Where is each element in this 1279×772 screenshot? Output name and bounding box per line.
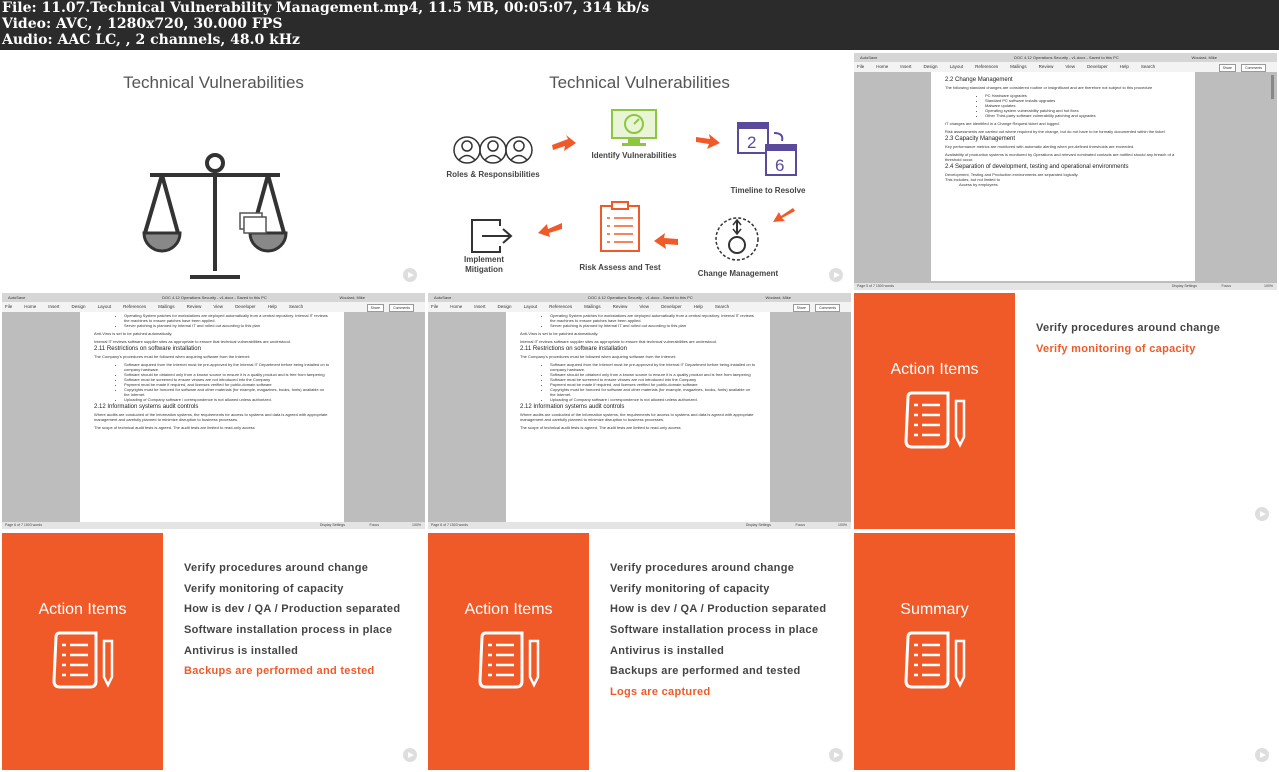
- action-item-current: Verify monitoring of capacity: [1036, 342, 1196, 355]
- user-name: Woolard, Mike: [765, 295, 791, 300]
- thumbnail-3[interactable]: [854, 53, 1277, 290]
- thumbnail-9[interactable]: [854, 533, 1277, 770]
- list-item: • Operating system vulnerability patching and hot fixes: [985, 108, 1181, 113]
- heading: 2.11 Restrictions on software installation: [94, 346, 201, 352]
- action-item: Software installation process in place: [184, 624, 393, 637]
- zoom-level[interactable]: 100%: [1264, 284, 1273, 288]
- tab-file[interactable]: File: [431, 304, 439, 309]
- focus-mode[interactable]: Focus: [1221, 284, 1231, 288]
- thumbnail-1[interactable]: [2, 53, 425, 290]
- paragraph: Development, Testing and Production environments are separated logically.: [945, 172, 1079, 177]
- action-item: How is dev / QA / Production separated: [184, 603, 401, 616]
- video-info-line: Video: AVC, , 1280x720, 30.000 FPS: [2, 16, 283, 32]
- paragraph: Key performance metrics are monitored with automatic alerting when pre-defined thresholds are exceeded.: [945, 144, 1135, 149]
- calendar-icon: [736, 121, 800, 179]
- checklist-pen-icon: [476, 631, 544, 691]
- display-settings[interactable]: Display Settings: [745, 523, 771, 527]
- people-icon: [453, 133, 533, 169]
- paragraph: This includes, but not limited to: [945, 177, 1000, 182]
- list-item: • Copyrights must be honored for software and other materials (for example, magazines, books, fonts) available on the Internet.: [550, 387, 756, 397]
- comments-button[interactable]: Comments: [389, 304, 414, 312]
- action-panel: [854, 293, 1015, 529]
- action-item: Verify monitoring of capacity: [184, 582, 344, 595]
- page-count: Page 6 of 7 1503 words: [431, 523, 468, 527]
- exit-icon: [470, 218, 514, 254]
- checklist-pen-icon: [902, 391, 970, 451]
- tab-insert[interactable]: Insert: [48, 304, 60, 309]
- tab-help[interactable]: Help: [1119, 64, 1129, 69]
- list-item: • Uploading of Company software / correspondence is not allowed unless authorized.: [550, 397, 756, 402]
- search-box[interactable]: Search: [714, 304, 730, 309]
- action-item-current: Logs are captured: [610, 686, 711, 699]
- list-item: • Server patching is planned by Internal IT and rolled out according to this plan: [550, 323, 756, 328]
- list-item: • Operating System patches for workstations are deployed automatically from a central repository. Internal IT reviews the machines to ensure patches have been applied.: [124, 313, 330, 323]
- list-item: • Standard PC software installs upgrades: [985, 98, 1181, 103]
- thumbnail-8[interactable]: [428, 533, 851, 770]
- play-icon[interactable]: [1255, 748, 1269, 762]
- list-item: • Payment must be made if required, and licenses verified for public-domain software: [124, 382, 330, 387]
- search-box[interactable]: Search: [1140, 64, 1156, 69]
- calendar-num-2: 6: [775, 156, 785, 175]
- action-item: Software installation process in place: [610, 624, 819, 637]
- doc-title: DOC 4.12 Operations Security - v1.docx - Saved to this PC: [162, 295, 267, 300]
- zoom-level[interactable]: 100%: [412, 523, 421, 527]
- word-statusbar: [2, 522, 425, 529]
- tab-developer[interactable]: Developer: [661, 304, 682, 309]
- tab-file[interactable]: File: [5, 304, 13, 309]
- doc-title: DOC 4.12 Operations Security - v1.docx - Saved to this PC: [1014, 55, 1119, 60]
- file-info-line: File: 11.07.Technical Vulnerability Management.mp4, 11.5 MB, 00:05:07, 314 kb/s: [2, 0, 650, 16]
- tab-insert[interactable]: Insert: [900, 64, 912, 69]
- checklist-pen-icon: [50, 631, 118, 691]
- heading: 2.11 Restrictions on software installation: [520, 346, 627, 352]
- doc-title: DOC 4.12 Operations Security - v1.docx - Saved to this PC: [588, 295, 693, 300]
- paragraph: Risk assessments are carried out where required by the change, but do not have to be formally documented within the ticket: [945, 129, 1165, 134]
- tab-file[interactable]: File: [857, 64, 865, 69]
- user-name: Woolard, Mike: [339, 295, 365, 300]
- share-button[interactable]: Share: [1219, 64, 1236, 72]
- tab-design[interactable]: Design: [923, 64, 938, 69]
- slide-title: Technical Vulnerabilities: [549, 73, 730, 92]
- tab-references[interactable]: References: [549, 304, 573, 309]
- slide-title: Technical Vulnerabilities: [123, 73, 304, 92]
- monitor-gauge-icon: [610, 108, 658, 148]
- tab-references[interactable]: References: [975, 64, 999, 69]
- tab-design[interactable]: Design: [497, 304, 512, 309]
- list-item: • Operating System patches for workstations are deployed automatically from a central repository. Internal IT reviews the machines to ensure patches have been applied.: [550, 313, 756, 323]
- share-button[interactable]: Share: [367, 304, 384, 312]
- arrow-left-icon: [538, 221, 562, 237]
- audio-info-line: Audio: AAC LC, , 2 channels, 48.0 kHz: [2, 32, 300, 48]
- list-item: • Server patching is planned by Internal IT and rolled out according to this plan: [124, 323, 330, 328]
- tab-review[interactable]: Review: [186, 304, 202, 309]
- panel-title: Action Items: [38, 601, 127, 618]
- heading: 2.2 Change Management: [945, 77, 1013, 83]
- paragraph: The following standard changes are considered routine or insignificant and are therefore not subject to this procedure: [945, 85, 1153, 90]
- tab-design[interactable]: Design: [71, 304, 86, 309]
- thumbnail-5[interactable]: [428, 293, 851, 529]
- word-titlebar: [428, 293, 851, 302]
- action-item: Backups are performed and tested: [610, 665, 801, 678]
- thumbnail-6[interactable]: [854, 293, 1277, 529]
- list-item: • Software must be screened to ensure viruses are not introduced into the Company: [550, 377, 756, 382]
- list-item: • Other Third-party software vulnerability patching and upgrades: [985, 113, 1181, 118]
- tab-view[interactable]: View: [213, 304, 224, 309]
- arrow-right-icon: [696, 131, 720, 149]
- document-page[interactable]: [80, 312, 344, 522]
- thumbnail-4[interactable]: [2, 293, 425, 529]
- action-item-current: Backups are performed and tested: [184, 665, 375, 678]
- word-ribbon-tabs: [854, 62, 1277, 72]
- list-item: • Software acquired from the Internet must be pre-approved by the Internal IT Department before being installed on to company hardware.: [124, 362, 330, 372]
- paragraph: The scope of technical audit tests is agreed. The audit tests are limited to read-only access: [520, 425, 681, 430]
- panel-title: Action Items: [464, 601, 553, 618]
- play-icon[interactable]: [829, 748, 843, 762]
- zoom-level[interactable]: 100%: [838, 523, 847, 527]
- word-titlebar: [2, 293, 425, 302]
- tab-layout[interactable]: Layout: [97, 304, 112, 309]
- autosave-label: AutoSave: [434, 295, 452, 300]
- tab-view[interactable]: View: [639, 304, 650, 309]
- display-settings[interactable]: Display Settings: [1171, 284, 1197, 288]
- word-ribbon-tabs: [428, 302, 851, 312]
- comments-button[interactable]: Comments: [815, 304, 840, 312]
- heading: 2.3 Capacity Management: [945, 136, 1016, 142]
- paragraph: Availability of production systems is monitored by Operations and relevant nominated contacts are notified should any breach of a threshold occur.: [945, 152, 1175, 162]
- tab-home[interactable]: Home: [876, 64, 889, 69]
- word-window: [428, 293, 851, 529]
- list-item: • Uploading of Company software / correspondence is not allowed unless authorized.: [124, 397, 330, 402]
- page-count: Page 6 of 7 1503 words: [5, 523, 42, 527]
- paragraph: Internal IT reviews software supplier sites as appropriate to ensure that technical vulnerabilities are understood.: [94, 339, 291, 344]
- tab-review[interactable]: Review: [612, 304, 628, 309]
- action-list: [184, 562, 400, 686]
- action-item: Verify procedures around change: [1036, 322, 1221, 334]
- identify-label: Identify Vulnerabilities: [591, 151, 677, 160]
- play-icon[interactable]: [1255, 507, 1269, 521]
- paragraph: The Company's procedures must be followed when acquiring software from the Internet:: [520, 354, 676, 359]
- tab-developer[interactable]: Developer: [235, 304, 256, 309]
- display-settings[interactable]: Display Settings: [319, 523, 345, 527]
- tab-mailings[interactable]: Mailings: [158, 304, 175, 309]
- paragraph: Where audits are conducted of the information systems, the requirements for access to systems and data is agreed with appropriate management and carefully planned to minimize disruption to business processes.: [94, 412, 328, 422]
- tab-help[interactable]: Help: [693, 304, 703, 309]
- list-item: • Software acquired from the Internet must be pre-approved by the Internal IT Department before being installed on to company hardware.: [550, 362, 756, 372]
- paragraph: Internal IT reviews software supplier sites as appropriate to ensure that technical vulnerabilities are understood.: [520, 339, 717, 344]
- action-panel: [428, 533, 589, 770]
- word-ribbon-tabs: [2, 302, 425, 312]
- paragraph: Access by employees: [959, 182, 998, 187]
- page-count: Page 5 of 7 1500 words: [857, 284, 894, 288]
- scale-icon: [140, 153, 290, 283]
- tab-insert[interactable]: Insert: [474, 304, 486, 309]
- list-item: • PC Hardware upgrades: [985, 93, 1181, 98]
- thumbnail-7[interactable]: [2, 533, 425, 770]
- tab-mailings[interactable]: Mailings: [1010, 64, 1027, 69]
- word-titlebar: [854, 53, 1277, 62]
- document-page[interactable]: [931, 72, 1195, 281]
- action-item: Antivirus is installed: [610, 644, 725, 657]
- paragraph: Where audits are conducted of the information systems, the requirements for access to systems and data is agreed with appropriate management and carefully planned to minimize disruption to business processes.: [520, 412, 754, 422]
- roles-label: Roles & Responsibilities: [446, 170, 540, 179]
- tab-developer[interactable]: Developer: [1087, 64, 1108, 69]
- user-name: Woolard, Mike: [1191, 55, 1217, 60]
- list-item: • Payment must be made if required, and licenses verified for public-domain software: [550, 382, 756, 387]
- tab-references[interactable]: References: [123, 304, 147, 309]
- autosave-label: AutoSave: [8, 295, 26, 300]
- heading: 2.12 Information systems audit controls: [94, 404, 199, 410]
- tab-view[interactable]: View: [1065, 64, 1076, 69]
- implement-label: Implement: [463, 255, 504, 264]
- paragraph: Anti-Virus is set to be patched automatically.: [94, 331, 173, 336]
- focus-mode[interactable]: Focus: [795, 523, 805, 527]
- tab-home[interactable]: Home: [24, 304, 37, 309]
- list-item: • Software must be screened to ensure viruses are not introduced into the Company: [124, 377, 330, 382]
- action-item: How is dev / QA / Production separated: [610, 603, 827, 616]
- tab-home[interactable]: Home: [450, 304, 463, 309]
- action-item: Verify procedures around change: [610, 562, 795, 574]
- word-statusbar: [854, 283, 1277, 290]
- paragraph: Anti-Virus is set to be patched automatically.: [520, 331, 599, 336]
- action-item: Verify monitoring of capacity: [610, 582, 770, 595]
- calendar-num-1: 2: [747, 133, 757, 152]
- action-item: Antivirus is installed: [184, 644, 299, 657]
- action-item: Verify procedures around change: [184, 562, 369, 574]
- checklist-icon: [599, 201, 641, 253]
- tab-help[interactable]: Help: [267, 304, 277, 309]
- panel-title: Action Items: [890, 361, 979, 378]
- focus-mode[interactable]: Focus: [369, 523, 379, 527]
- mitigation-label: Mitigation: [465, 265, 503, 274]
- timeline-label: Timeline to Resolve: [730, 186, 806, 195]
- list-item: • Software should be obtained only from a known source to ensure it is a quality product and is free from tampering: [550, 372, 756, 377]
- paragraph: The scope of technical audit tests is agreed. The audit tests are limited to read-only access: [94, 425, 255, 430]
- panel-title: Summary: [900, 601, 969, 618]
- file-info-header: [0, 0, 1279, 50]
- paragraph: IT changes are identified in a Change Request ticket and logged.: [945, 121, 1060, 126]
- search-box[interactable]: Search: [288, 304, 304, 309]
- document-page[interactable]: [506, 312, 770, 522]
- action-panel: [2, 533, 163, 770]
- arrow-right-icon: [550, 135, 576, 151]
- word-window: [854, 53, 1277, 290]
- change-label: Change Management: [697, 269, 779, 278]
- action-list: [1036, 322, 1220, 363]
- list-item: • Malware updates: [985, 103, 1181, 108]
- arrow-left-icon: [654, 233, 680, 249]
- paragraph: The Company's procedures must be followed when acquiring software from the Internet:: [94, 354, 250, 359]
- checklist-pen-icon: [902, 631, 970, 691]
- action-list: [610, 562, 826, 707]
- thumbnail-2[interactable]: [428, 53, 851, 290]
- autosave-label: AutoSave: [860, 55, 878, 60]
- play-icon[interactable]: [403, 748, 417, 762]
- tab-layout[interactable]: Layout: [949, 64, 964, 69]
- summary-panel: [854, 533, 1015, 770]
- share-button[interactable]: Share: [793, 304, 810, 312]
- tab-layout[interactable]: Layout: [523, 304, 538, 309]
- word-statusbar: [428, 522, 851, 529]
- play-icon[interactable]: [829, 268, 843, 282]
- list-item: • Copyrights must be honored for software and other materials (for example, magazines, books, fonts) available on the Internet.: [124, 387, 330, 397]
- heading: 2.12 Information systems audit controls: [520, 404, 625, 410]
- scrollbar[interactable]: [1271, 75, 1274, 99]
- tab-review[interactable]: Review: [1038, 64, 1054, 69]
- comments-button[interactable]: Comments: [1241, 64, 1266, 72]
- heading: 2.4 Separation of development, testing and operational environments: [945, 164, 1129, 170]
- list-item: • Software should be obtained only from a known source to ensure it is a quality product and is free from tampering: [124, 372, 330, 377]
- play-icon[interactable]: [403, 268, 417, 282]
- tab-mailings[interactable]: Mailings: [584, 304, 601, 309]
- change-icon: [713, 215, 761, 263]
- arrow-down-left-icon: [773, 206, 795, 224]
- risk-label: Risk Assess and Test: [579, 263, 661, 272]
- word-window: [2, 293, 425, 529]
